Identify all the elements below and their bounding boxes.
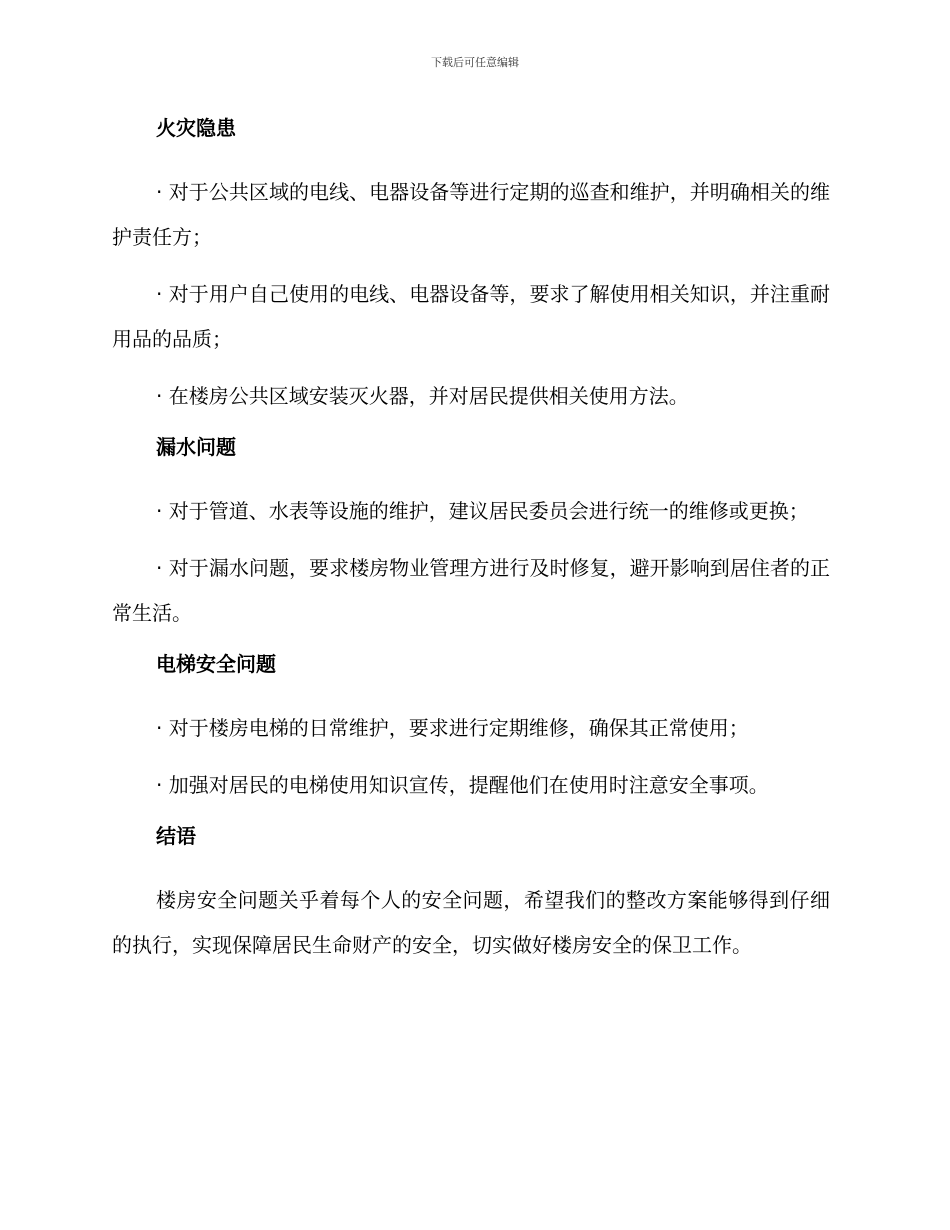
- section-heading-leak: 漏水问题: [156, 435, 236, 459]
- list-item: · 对于漏水问题，要求楼房物业管理方进行及时修复，避开影响到居住者的正常生活。: [112, 556, 830, 625]
- section-heading-elevator: 电梯安全问题: [156, 652, 276, 676]
- page-header: 下载后可任意编辑: [431, 56, 519, 69]
- list-item: · 对于楼房电梯的日常维护，要求进行定期维修，确保其正常使用；: [156, 716, 749, 740]
- list-item: · 加强对居民的电梯使用知识宣传，提醒他们在使用时注意安全事项。: [156, 773, 769, 797]
- list-item: · 在楼房公共区域安装灭火器，并对居民提供相关使用方法。: [156, 384, 689, 408]
- section-heading-conclusion: 结语: [156, 824, 196, 848]
- conclusion-paragraph: 楼房安全问题关乎着每个人的安全问题，希望我们的整改方案能够得到仔细的执行，实现保障居民生命财产的安全，切实做好楼房安全的保卫工作。: [112, 888, 830, 957]
- section-heading-fire: 火灾隐患: [156, 116, 236, 140]
- document-body: [112, 112, 830, 968]
- list-item: · 对于管道、水表等设施的维护，建议居民委员会进行统一的维修或更换；: [156, 499, 809, 523]
- list-item: · 对于用户自己使用的电线、电器设备等，要求了解使用相关知识，并注重耐用品的品质；: [112, 282, 830, 351]
- list-item: · 对于公共区域的电线、电器设备等进行定期的巡查和维护，并明确相关的维护责任方；: [112, 180, 830, 249]
